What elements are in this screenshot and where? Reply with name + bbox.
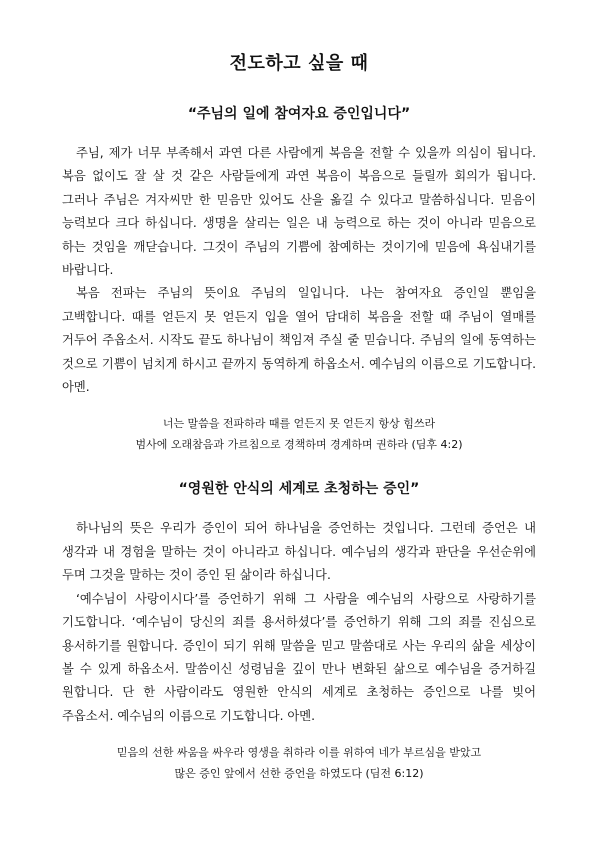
section-2-body [62,517,536,728]
section-1-paragraph-1: 주님, 제가 너무 부족해서 과연 다른 사람에게 복음을 전할 수 있을까 의심이 됩니다. 복음 없이도 잘 살 것 같은 사람들에게 과연 복음이 복음으로 들릴까 회의가 됩니다. 그러나 주님은 겨자씨만 한 믿음만 있어도 산을 옮길 수 있다고 말씀하십니다. 믿음이 능력보다 크다 하십니다. 생명을 살리는 일은 내 능력으로 하는 것이 아니라 믿음으로 하는 것임을 깨닫습니다. 그것이 주님의 기쁨에 참예하는 것이기에 믿음에 욕심내기를 바랍니다. [62,146,536,278]
section-1-paragraph-2: 복음 전파는 주님의 뜻이요 주님의 일입니다. 나는 참여자요 증인일 뿐임을 고백합니다. 때를 얻든지 못 얻든지 입을 열어 담대히 복음을 전할 때 주님이 열매를 거두어 주옵소서. 시작도 끝도 하나님이 책임져 주실 줄 믿습니다. 주님의 일에 동역하는 것으로 기쁨이 넘치게 하시고 끝까지 동역하게 하옵소서. 예수님의 이름으로 기도합니다. 아멘. [62,286,536,395]
section-1-heading: “주님의 일에 참여자요 증인입니다” [187,106,411,122]
page-title: 전도하고 싶을 때 [229,53,369,74]
section-1-verse-line-1: 너는 말씀을 전파하라 때를 얻든지 못 얻든지 항상 힘쓰라 [162,417,436,431]
document-page [62,52,536,784]
section-1-verse-line-2: 범사에 오래참음과 가르침으로 경책하며 경계하며 권하라 (딤후 4:2) [135,438,463,452]
section-1-verse [62,413,536,455]
section-2-verse [62,742,536,784]
section-2-verse-line-1: 믿음의 선한 싸움을 싸우라 영생을 취하라 이를 위하여 네가 부르심을 받았고 [116,746,482,760]
section-2-heading: “영원한 안식의 세계로 초청하는 증인” [178,481,420,498]
section-2-paragraph-2: ‘예수님이 사랑이시다’를 증언하기 위해 그 사람을 예수님의 사랑으로 사랑하기를 기도합니다. ‘예수님이 당신의 죄를 용서하셨다’를 증언하기 위해 그의 죄를 진심으로 용서하기를 원합니다. 증인이 되기 위해 말씀을 믿고 말씀대로 사는 우리의 삶을 세상이 볼 수 있게 하옵소서. 말씀이신 성령님을 깊이 만나 변화된 삶으로 예수님을 증거하길 원합니다. 단 한 사람이라도 영원한 안식의 세계로 초청하는 증인으로 나를 빚어 주옵소서. 예수님의 이름으로 기도합니다. 아멘. [62,591,536,723]
section-2-paragraph-1: 하나님의 뜻은 우리가 증인이 되어 하나님을 증언하는 것입니다. 그런데 증언은 내 생각과 내 경험을 말하는 것이 아니라고 하십니다. 예수님의 생각과 판단을 우선순위에 두며 그것을 말하는 것이 증인 된 삶이라 하십니다. [62,521,536,583]
section-2-verse-line-2: 많은 증인 앞에서 선한 증언을 하였도다 (딤전 6:12) [174,767,424,781]
section-1-body [62,142,536,399]
